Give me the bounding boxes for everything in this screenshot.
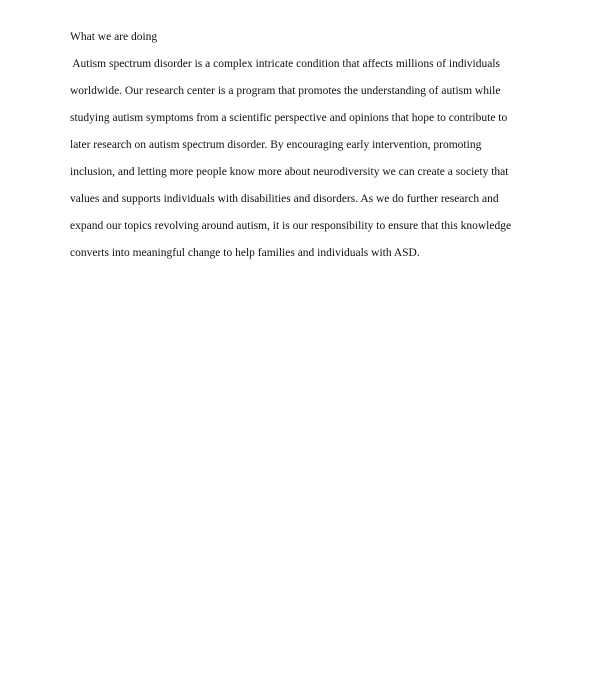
paragraph-line-2: worldwide. Our research center is a program that promotes the understanding of autism while xyxy=(70,85,501,97)
paragraph-line-5: inclusion, and letting more people know more about neurodiversity we can create a society that xyxy=(70,166,509,178)
paragraph-line-3: studying autism symptoms from a scientific perspective and opinions that hope to contribute to xyxy=(70,112,508,124)
paragraph-line-7: expand our topics revolving around autism, it is our responsibility to ensure that this knowledge xyxy=(70,220,512,232)
paragraph-line-1: Autism spectrum disorder is a complex intricate condition that affects millions of individuals xyxy=(70,58,500,70)
paragraph-line-8: converts into meaningful change to help families and individuals with ASD. xyxy=(70,247,420,259)
paragraph-line-6: values and supports individuals with disabilities and disorders. As we do further research and xyxy=(70,193,499,205)
section-heading: What we are doing xyxy=(70,31,158,43)
paragraph-line-4: later research on autism spectrum disorder. By encouraging early intervention, promoting xyxy=(70,139,482,151)
